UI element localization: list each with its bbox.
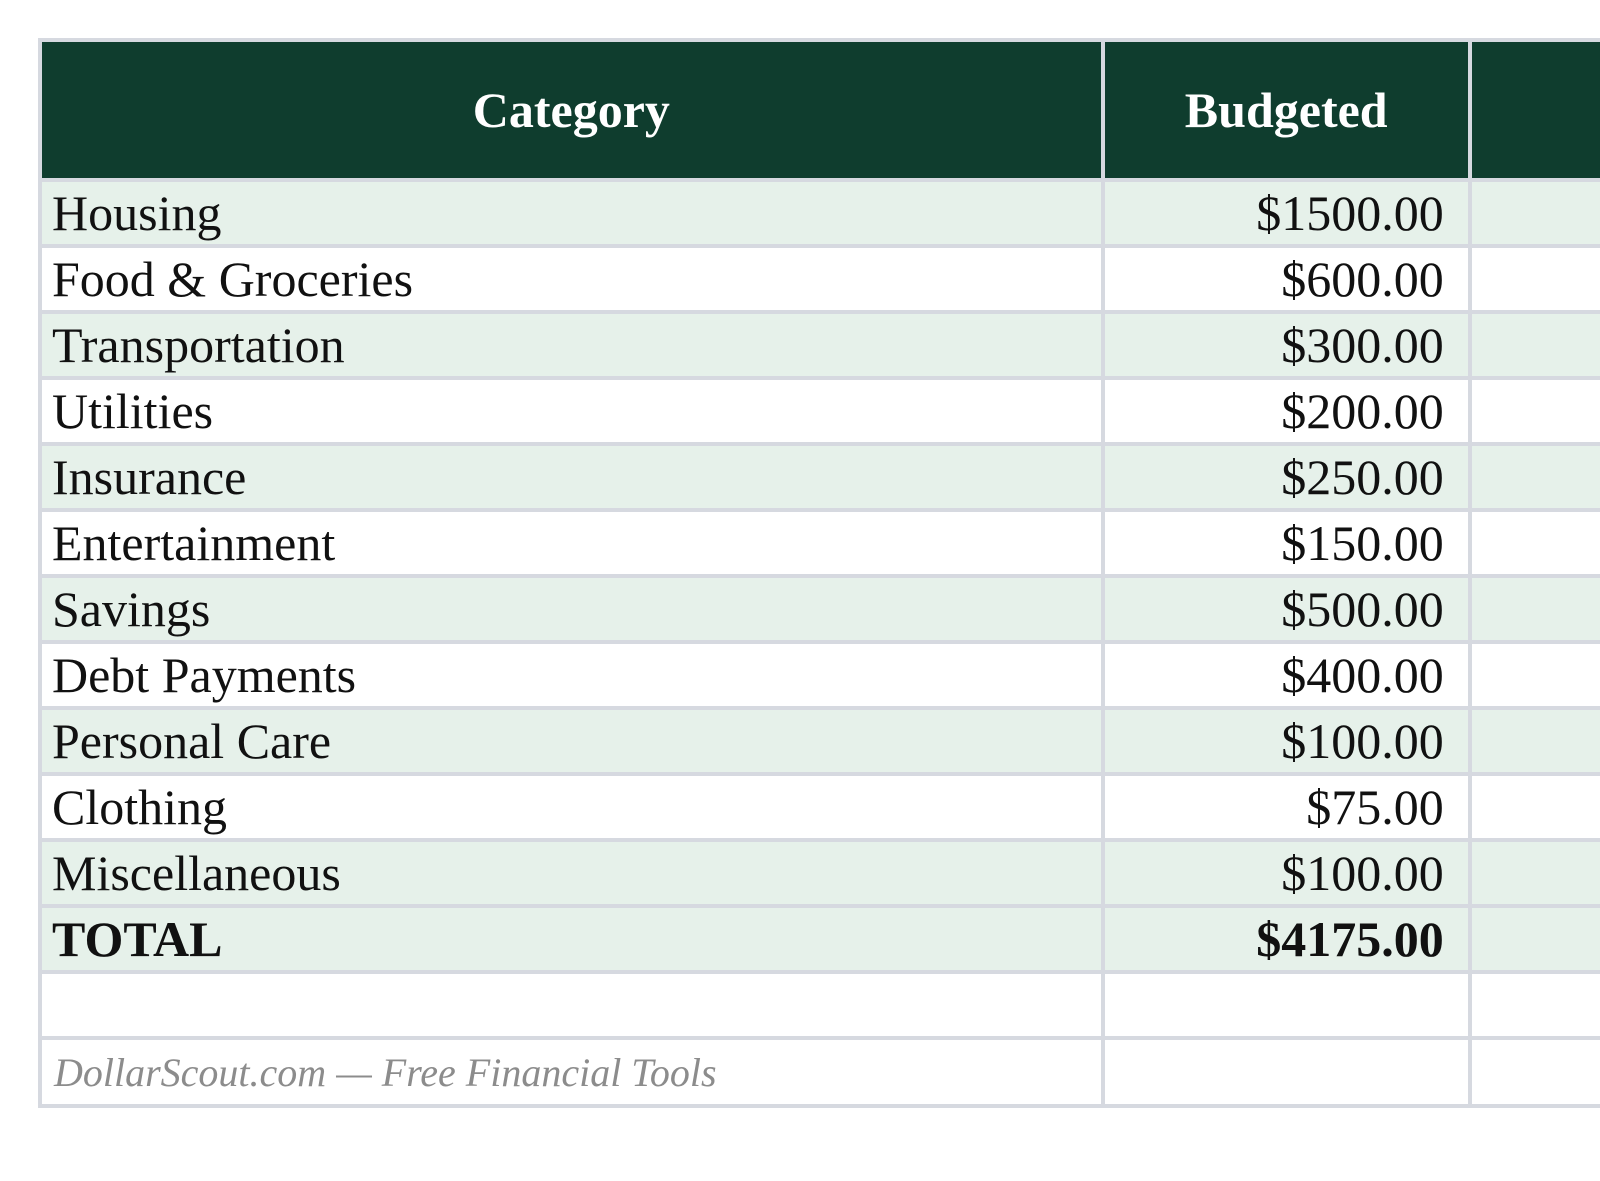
cut-off-cell[interactable] (1470, 708, 1600, 774)
cut-off-cell[interactable] (1470, 510, 1600, 576)
category-cell[interactable]: Transportation (42, 312, 1103, 378)
table-row (42, 840, 1600, 906)
total-budgeted-cell[interactable]: $4175.00 (1103, 906, 1470, 972)
budgeted-cell[interactable]: $100.00 (1103, 708, 1470, 774)
table-row (42, 774, 1600, 840)
budgeted-cell[interactable]: $500.00 (1103, 576, 1470, 642)
cut-off-cell[interactable] (1470, 444, 1600, 510)
cut-off-cell[interactable] (1470, 840, 1600, 906)
category-cell[interactable]: Savings (42, 576, 1103, 642)
cut-off-cell[interactable] (1470, 774, 1600, 840)
budgeted-cell[interactable]: $600.00 (1103, 246, 1470, 312)
category-cell[interactable]: Insurance (42, 444, 1103, 510)
table-row (42, 708, 1600, 774)
category-cell[interactable]: Clothing (42, 774, 1103, 840)
budgeted-column-header[interactable]: Budgeted (1103, 42, 1470, 180)
category-cell[interactable]: Housing (42, 180, 1103, 246)
category-cell[interactable]: Debt Payments (42, 642, 1103, 708)
cut-off-cell[interactable] (1470, 180, 1600, 246)
cut-off-cell[interactable] (1470, 906, 1600, 972)
table-row (42, 642, 1600, 708)
budgeted-cell[interactable]: $200.00 (1103, 378, 1470, 444)
budgeted-cell[interactable]: $100.00 (1103, 840, 1470, 906)
budget-sheet (38, 38, 1600, 1108)
total-label-cell[interactable]: TOTAL (42, 906, 1103, 972)
budgeted-cell[interactable]: $75.00 (1103, 774, 1470, 840)
empty-cell[interactable] (1103, 1038, 1470, 1104)
header-row (42, 42, 1600, 180)
footer-row (42, 1038, 1600, 1104)
cut-off-cell[interactable] (1470, 246, 1600, 312)
table-row (42, 312, 1600, 378)
cut-off-column-header[interactable] (1470, 42, 1600, 180)
category-column-header[interactable]: Category (42, 42, 1103, 180)
budgeted-cell[interactable]: $250.00 (1103, 444, 1470, 510)
category-cell[interactable]: Personal Care (42, 708, 1103, 774)
empty-cell[interactable] (1103, 972, 1470, 1038)
cut-off-cell[interactable] (1470, 378, 1600, 444)
empty-row (42, 972, 1600, 1038)
table-row (42, 246, 1600, 312)
budgeted-cell[interactable]: $150.00 (1103, 510, 1470, 576)
table-row (42, 180, 1600, 246)
table-row (42, 576, 1600, 642)
cut-off-cell[interactable] (1470, 312, 1600, 378)
budgeted-cell[interactable]: $300.00 (1103, 312, 1470, 378)
budget-table (42, 42, 1600, 1104)
category-cell[interactable]: Entertainment (42, 510, 1103, 576)
total-row (42, 906, 1600, 972)
cut-off-cell[interactable] (1470, 642, 1600, 708)
cut-off-cell[interactable] (1470, 576, 1600, 642)
empty-cell[interactable] (42, 972, 1103, 1038)
category-cell[interactable]: Miscellaneous (42, 840, 1103, 906)
category-cell[interactable]: Utilities (42, 378, 1103, 444)
empty-cell[interactable] (1470, 1038, 1600, 1104)
footer-credit: DollarScout.com — Free Financial Tools (42, 1038, 1103, 1104)
table-row (42, 510, 1600, 576)
budgeted-cell[interactable]: $1500.00 (1103, 180, 1470, 246)
category-cell[interactable]: Food & Groceries (42, 246, 1103, 312)
empty-cell[interactable] (1470, 972, 1600, 1038)
budgeted-cell[interactable]: $400.00 (1103, 642, 1470, 708)
table-row (42, 378, 1600, 444)
table-row (42, 444, 1600, 510)
